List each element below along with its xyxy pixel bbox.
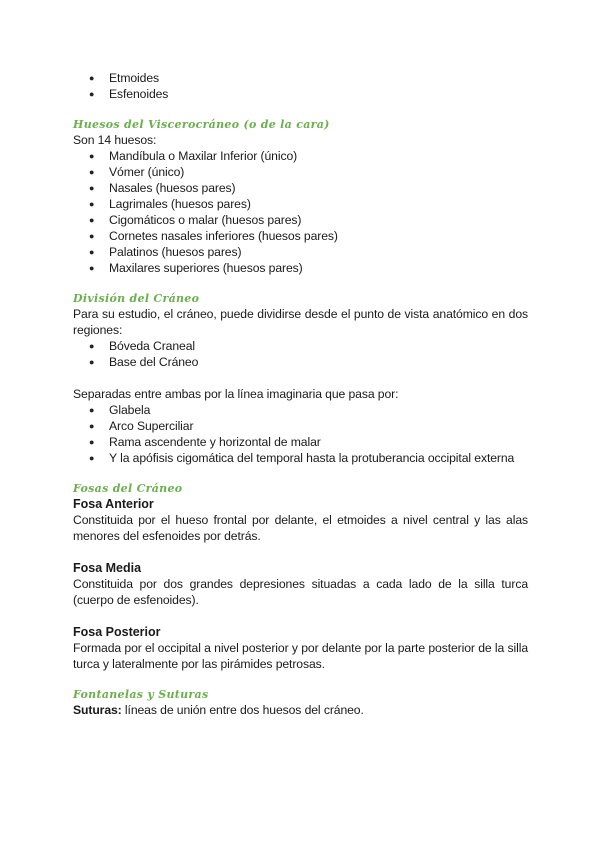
viscerocraneo-list xyxy=(73,148,528,276)
suturas-text: líneas de unión entre dos huesos del cráneo. xyxy=(121,703,364,717)
fosa-posterior-text: Formada por el occipital a nivel posterior y por delante por la parte posterior de la silla turca y lateralmente por las pirámides petrosas. xyxy=(73,641,528,671)
fosa-anterior-title: Fosa Anterior xyxy=(73,497,154,511)
list-item: ● Esfenoides xyxy=(73,86,528,102)
section-heading-fosas: Fosas del Cráneo xyxy=(73,482,183,495)
separator-intro: Separadas entre ambas por la línea imaginaria que pasa por: xyxy=(73,387,399,401)
section-heading-fontanelas: Fontanelas y Suturas xyxy=(73,688,209,701)
regions-list xyxy=(73,338,528,370)
list-item: ● Glabela xyxy=(73,402,528,418)
fosa-media-title: Fosa Media xyxy=(73,561,142,575)
list-item: ● Cornetes nasales inferiores (huesos pares) xyxy=(73,228,528,244)
list-item: ● Vómer (único) xyxy=(73,164,528,180)
list-item: ● Maxilares superiores (huesos pares) xyxy=(73,260,528,276)
fosa-posterior-title: Fosa Posterior xyxy=(73,625,161,639)
section-heading-division: División del Cráneo xyxy=(73,292,200,305)
suturas-label: Suturas: xyxy=(73,703,122,717)
document-page xyxy=(73,70,528,718)
top-bone-list xyxy=(73,70,528,102)
division-intro: Para su estudio, el cráneo, puede dividirse desde el punto de vista anatómico en dos regiones: xyxy=(73,307,528,337)
list-item: ● Lagrimales (huesos pares) xyxy=(73,196,528,212)
list-item: ● Arco Superciliar xyxy=(73,418,528,434)
suturas-paragraph xyxy=(73,702,528,718)
viscerocraneo-intro: Son 14 huesos: xyxy=(73,133,157,147)
section-heading-viscerocraneo: Huesos del Viscerocráneo (o de la cara) xyxy=(73,118,330,131)
line-points-list xyxy=(73,402,528,466)
list-item: ● Bóveda Craneal xyxy=(73,338,528,354)
fosa-media-text: Constituida por dos grandes depresiones situadas a cada lado de la silla turca (cuerpo de esfenoides). xyxy=(73,577,528,607)
list-item: ● Rama ascendente y horizontal de malar xyxy=(73,434,528,450)
list-item: ● Mandíbula o Maxilar Inferior (único) xyxy=(73,148,528,164)
list-item: ● Nasales (huesos pares) xyxy=(73,180,528,196)
list-item: ● Etmoides xyxy=(73,70,528,86)
list-item: ● Y la apófisis cigomática del temporal hasta la protuberancia occipital externa xyxy=(73,450,528,466)
fosa-anterior-text: Constituida por el hueso frontal por delante, el etmoides a nivel central y las alas menores del esfenoides por detrás. xyxy=(73,513,528,543)
list-item: ● Base del Cráneo xyxy=(73,354,528,370)
list-item: ● Palatinos (huesos pares) xyxy=(73,244,528,260)
list-item: ● Cigomáticos o malar (huesos pares) xyxy=(73,212,528,228)
